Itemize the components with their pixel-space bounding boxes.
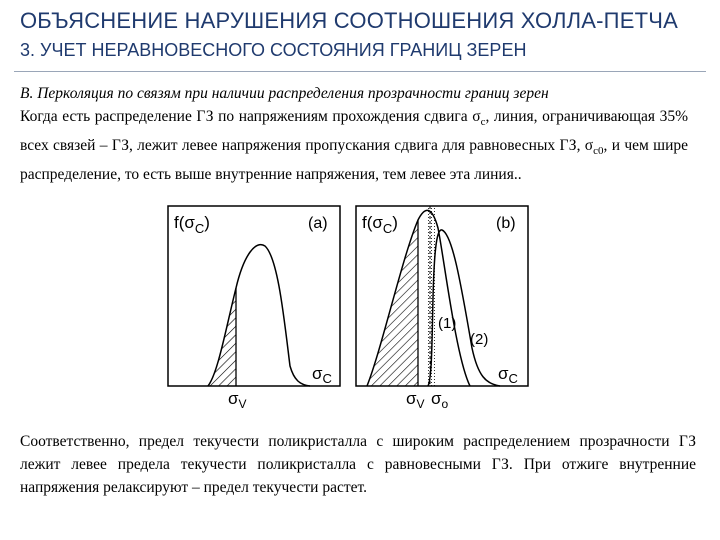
sigma-c0-subscript: с0 — [593, 145, 604, 158]
panel-b-wide-curve — [428, 230, 500, 386]
body-part-c: , и чем шире распределение, то есть выше внутренние напряжения, тем левее эта линия.. — [20, 137, 688, 184]
panel-a-tag: (a) — [308, 215, 328, 232]
section-heading: В. Перколяция по связям при наличии распределения прозрачности границ зерен — [20, 85, 549, 102]
conclusion-text: Соответственно, предел текучести поликристалла с широким распределением прозрачности ГЗ лежит левее предела текучести поликристалла с равновесными ГЗ. При отжиге внутренние напряжения релаксируют – предел текучести растет. — [20, 433, 696, 496]
panel-b — [356, 206, 528, 410]
panel-b-tag: (b) — [496, 215, 516, 232]
panel-b-ylabel: $f(\sigma_C)$ — [362, 213, 398, 236]
panel-a-xlabel: $\sigma_C$ — [312, 364, 332, 386]
panel-b-curve1-label: (1) — [438, 315, 457, 332]
body-part-a: Когда есть распределение ГЗ по напряжениям прохождения сдвига σ — [20, 108, 481, 125]
section-body — [20, 105, 688, 186]
body-part-b: , линия, ограничивающая 35% всех связей – ГЗ, лежит левее напряжения пропускания сдвига для равновесных ГЗ, σ — [20, 108, 688, 155]
panel-b-sigma-v-label: $\sigma_V$ — [406, 389, 425, 410]
panel-b-curve2-label: (2) — [470, 331, 489, 348]
panel-b-sigma-o-label: $\sigma_o$ — [431, 389, 449, 410]
slide-title: ОБЪЯСНЕНИЕ НАРУШЕНИЯ СООТНОШЕНИЯ ХОЛЛА-ПЕТЧА — [20, 8, 678, 33]
title-divider — [14, 71, 706, 72]
panel-a-frame — [168, 206, 340, 386]
panel-a — [168, 206, 340, 410]
panel-b-xlabel: $\sigma_C$ — [498, 364, 518, 386]
panel-a-ylabel: $f(\sigma_C)$ — [174, 213, 210, 236]
distribution-figure — [160, 198, 530, 410]
sigma-c-subscript: с — [480, 116, 486, 129]
section-text — [20, 82, 688, 186]
panel-a-sigma-v-label: $\sigma_V$ — [228, 389, 247, 410]
slide-subtitle: 3. УЧЕТ НЕРАВНОВЕСНОГО СОСТОЯНИЯ ГРАНИЦ ЗЕРЕН — [20, 40, 527, 60]
